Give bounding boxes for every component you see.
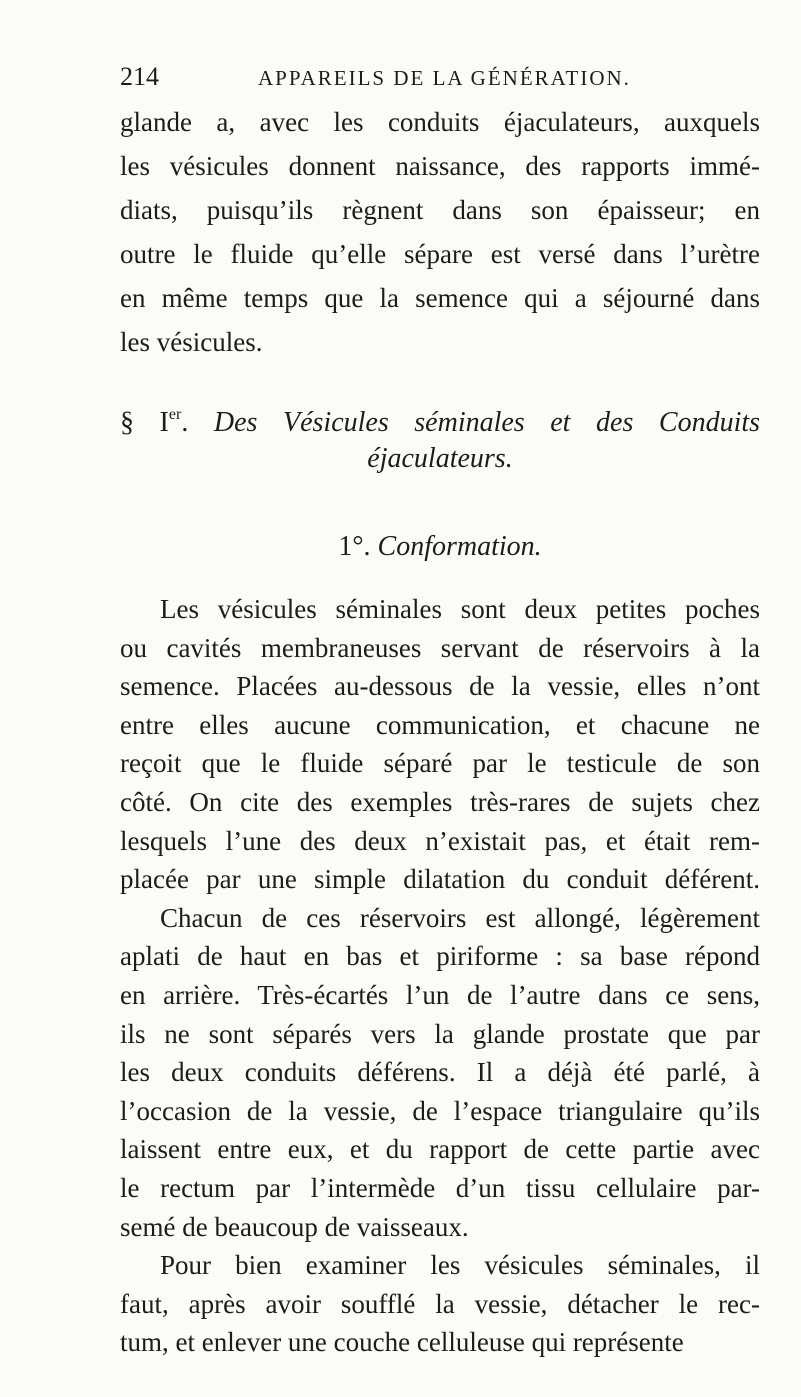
text-line: les vésicules. (120, 327, 263, 357)
section-title-line1: Des Vésicules séminales et des Conduits (213, 407, 761, 438)
subsection-title: Conformation. (377, 531, 542, 562)
text-line: l’occasion de la vessie, de l’espace triangulaire qu’ils (120, 1095, 760, 1126)
text-line: faut, après avoir soufflé la vessie, détacher le rec- (120, 1288, 760, 1319)
text-line: tum, et enlever une couche celluleuse qui représente (120, 1327, 684, 1358)
text-line: en même temps que la semence qui a séjourné dans (120, 283, 760, 313)
text-line: ils ne sont séparés vers la glande prostate que par (120, 1018, 760, 1049)
text-line: laissent entre eux, et du rapport de cette partie avec (120, 1134, 760, 1165)
section-marker: § I (120, 407, 169, 438)
text-line: en arrière. Très-écartés l’un de l’autre dans ce sens, (120, 980, 760, 1010)
text-line: aplati de haut en bas et piriforme : sa base répond (120, 941, 760, 972)
subsection-heading (120, 525, 760, 569)
section-marker-sup: er (168, 406, 182, 423)
text-line: Pour bien examiner les vésicules séminales, il (160, 1250, 760, 1281)
text-line: reçoit que le fluide séparé par le testicule de son (120, 748, 760, 779)
text-line: les deux conduits déférens. Il a déjà été parlé, à (120, 1057, 760, 1088)
section-title-line2: éjaculateurs. (367, 443, 513, 474)
text-line: Les vésicules séminales sont deux petites poches (160, 594, 760, 624)
text-line: diats, puisqu’ils règnent dans son épaisseur; en (120, 195, 760, 225)
text-line: semence. Placées au-dessous de la vessie, elles n’ont (120, 671, 760, 702)
page-number: 214 (120, 62, 159, 91)
text-line: glande a, avec les conduits éjaculateurs, auxquels (120, 107, 760, 137)
section-marker-end: . (181, 407, 189, 438)
text-line: lesquels l’une des deux n’existait pas, et était rem- (120, 825, 760, 856)
text-line: le rectum par l’intermède d’un tissu cellulaire par- (120, 1173, 760, 1203)
text-line: Chacun de ces réservoirs est allongé, légèrement (160, 902, 760, 933)
text-line: outre le fluide qu’elle sépare est versé dans l’urètre (120, 239, 760, 269)
text-line: les vésicules donnent naissance, des rapports immé- (120, 151, 760, 181)
text-line: ou cavités membraneuses servant de réservoirs à la (120, 632, 760, 663)
text-line: semé de beaucoup de vaisseaux. (120, 1211, 469, 1242)
subsection-number: 1°. (338, 531, 371, 562)
text-line: placée par une simple dilatation du conduit déférent. (120, 864, 760, 895)
text-line: côté. On cite des exemples très-rares de sujets chez (120, 787, 760, 817)
running-head: APPAREILS DE LA GÉNÉRATION. (258, 66, 631, 90)
text-line: entre elles aucune communication, et chacune ne (120, 709, 760, 740)
page-header (120, 62, 680, 98)
